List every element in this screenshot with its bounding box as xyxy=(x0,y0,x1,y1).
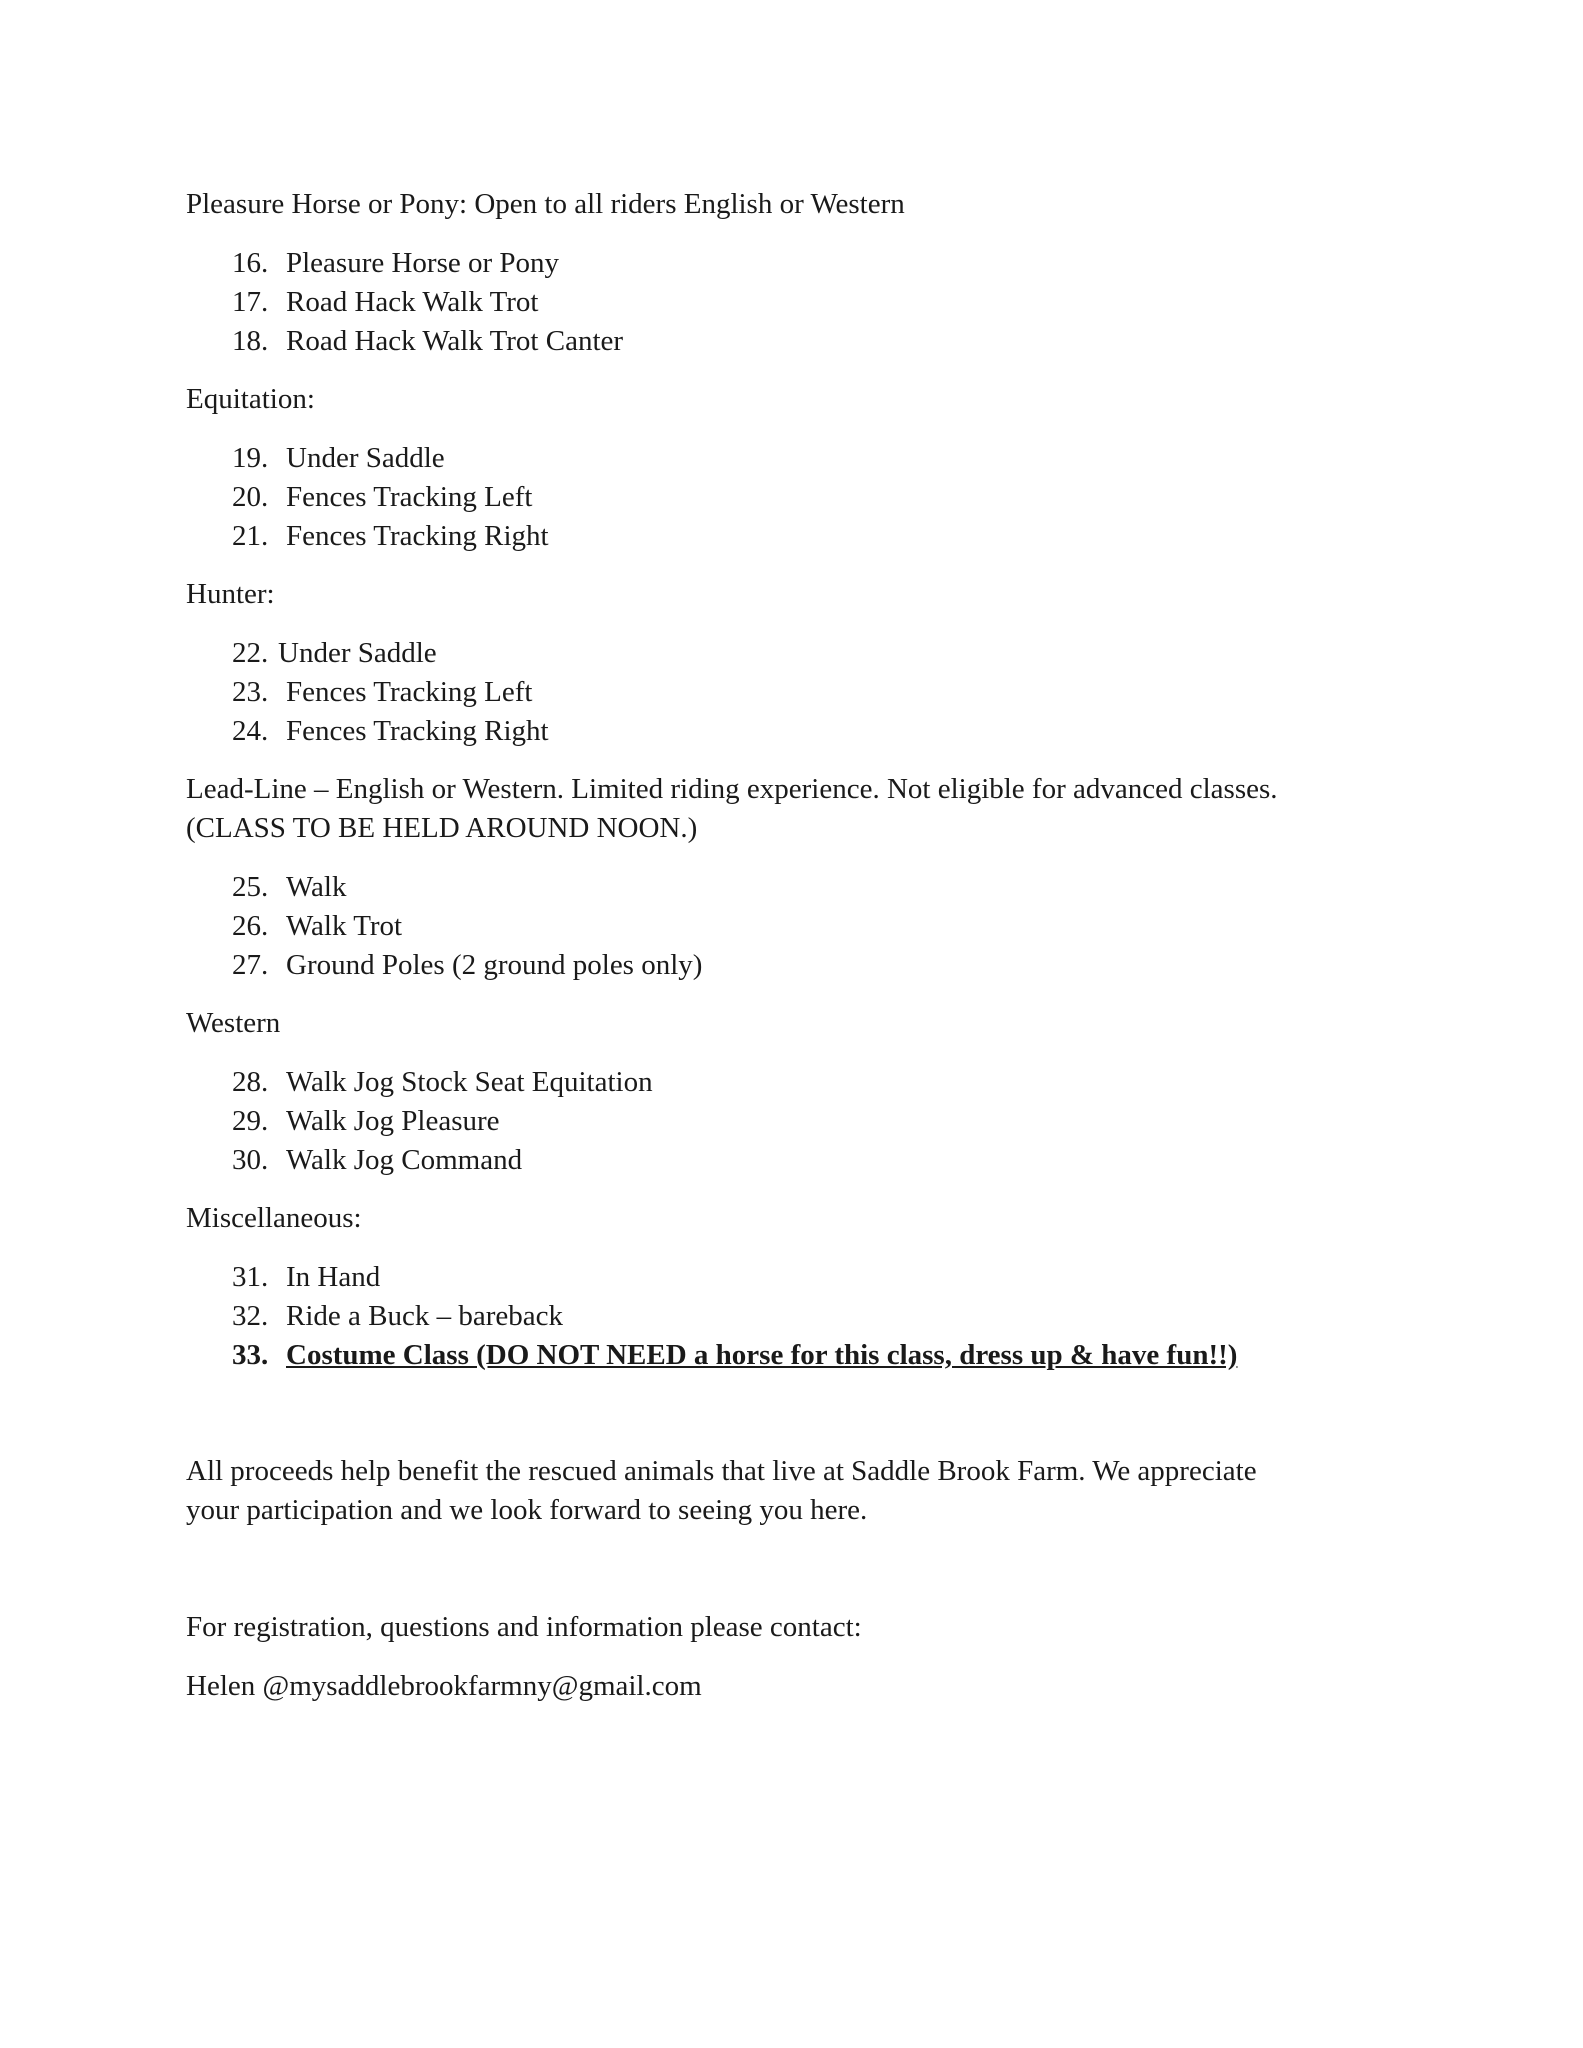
proceeds-text-line-1: All proceeds help benefit the rescued animals that live at Saddle Brook Farm. We appreciate xyxy=(186,1455,1257,1487)
class-list-pleasure xyxy=(232,244,623,361)
item-label: Walk xyxy=(286,871,347,903)
item-number: 21. xyxy=(232,520,269,552)
list-item xyxy=(232,946,702,985)
list-item xyxy=(232,244,623,283)
list-item xyxy=(232,907,702,946)
item-number: 23. xyxy=(232,676,269,708)
item-number: 20. xyxy=(232,481,269,513)
section-heading-hunter: Hunter: xyxy=(186,578,275,610)
item-label: Ground Poles (2 ground poles only) xyxy=(286,949,703,981)
item-number: 29. xyxy=(232,1105,269,1137)
list-item xyxy=(232,1258,1237,1297)
item-label: Road Hack Walk Trot Canter xyxy=(286,325,624,357)
item-label: Fences Tracking Left xyxy=(286,676,533,708)
list-item xyxy=(232,322,623,361)
item-number: 30. xyxy=(232,1144,269,1176)
list-item xyxy=(232,1141,653,1180)
list-item-costume-class xyxy=(232,1336,1237,1375)
item-number: 31. xyxy=(232,1261,269,1293)
contact-email: Helen @mysaddlebrookfarmny@gmail.com xyxy=(186,1670,702,1702)
section-heading-western: Western xyxy=(186,1007,281,1039)
item-number: 25. xyxy=(232,871,269,903)
item-label: Under Saddle xyxy=(286,442,445,474)
section-heading-miscellaneous: Miscellaneous: xyxy=(186,1202,362,1234)
item-number: 16. xyxy=(232,247,269,279)
list-item xyxy=(232,673,549,712)
list-item xyxy=(232,478,549,517)
item-label: Walk Jog Pleasure xyxy=(286,1105,500,1137)
item-label: Ride a Buck – bareback xyxy=(286,1300,564,1332)
list-item xyxy=(232,283,623,322)
item-label: Walk Trot xyxy=(286,910,403,942)
item-label: Under Saddle xyxy=(278,637,437,669)
list-item xyxy=(232,439,549,478)
item-label: Walk Jog Command xyxy=(286,1144,523,1176)
item-label: Fences Tracking Left xyxy=(286,481,533,513)
class-list-equitation xyxy=(232,439,549,556)
item-number: 22. xyxy=(232,637,269,669)
class-list-miscellaneous xyxy=(232,1258,1237,1375)
item-label: Fences Tracking Right xyxy=(286,715,549,747)
list-item xyxy=(232,634,549,673)
item-label: Costume Class (DO NOT NEED a horse for this class, dress up & have fun!!) xyxy=(286,1339,1238,1371)
item-number: 27. xyxy=(232,949,269,981)
section-heading-pleasure: Pleasure Horse or Pony: Open to all riders English or Western xyxy=(186,188,905,220)
section-heading-equitation: Equitation: xyxy=(186,383,315,415)
class-list-western xyxy=(232,1063,653,1180)
item-number: 17. xyxy=(232,286,269,318)
list-item xyxy=(232,712,549,751)
item-number: 28. xyxy=(232,1066,269,1098)
item-label: Walk Jog Stock Seat Equitation xyxy=(286,1066,653,1098)
list-item xyxy=(232,1063,653,1102)
list-item xyxy=(232,868,702,907)
section-heading-lead-line-note: (CLASS TO BE HELD AROUND NOON.) xyxy=(186,812,698,844)
list-item xyxy=(232,1297,1237,1336)
section-heading-lead-line: Lead-Line – English or Western. Limited riding experience. Not eligible for advanced classes. xyxy=(186,773,1278,805)
item-number: 32. xyxy=(232,1300,269,1332)
item-label: Pleasure Horse or Pony xyxy=(286,247,560,279)
item-number: 24. xyxy=(232,715,269,747)
list-item xyxy=(232,517,549,556)
item-number: 19. xyxy=(232,442,269,474)
proceeds-text-line-2: your participation and we look forward to seeing you here. xyxy=(186,1494,868,1526)
item-label: In Hand xyxy=(286,1261,381,1293)
item-number: 33. xyxy=(232,1339,269,1371)
contact-heading: For registration, questions and information please contact: xyxy=(186,1611,862,1643)
list-item xyxy=(232,1102,653,1141)
item-label: Road Hack Walk Trot xyxy=(286,286,539,318)
class-list-hunter xyxy=(232,634,549,751)
item-number: 18. xyxy=(232,325,269,357)
class-list-lead-line xyxy=(232,868,702,985)
item-number: 26. xyxy=(232,910,269,942)
item-label: Fences Tracking Right xyxy=(286,520,549,552)
